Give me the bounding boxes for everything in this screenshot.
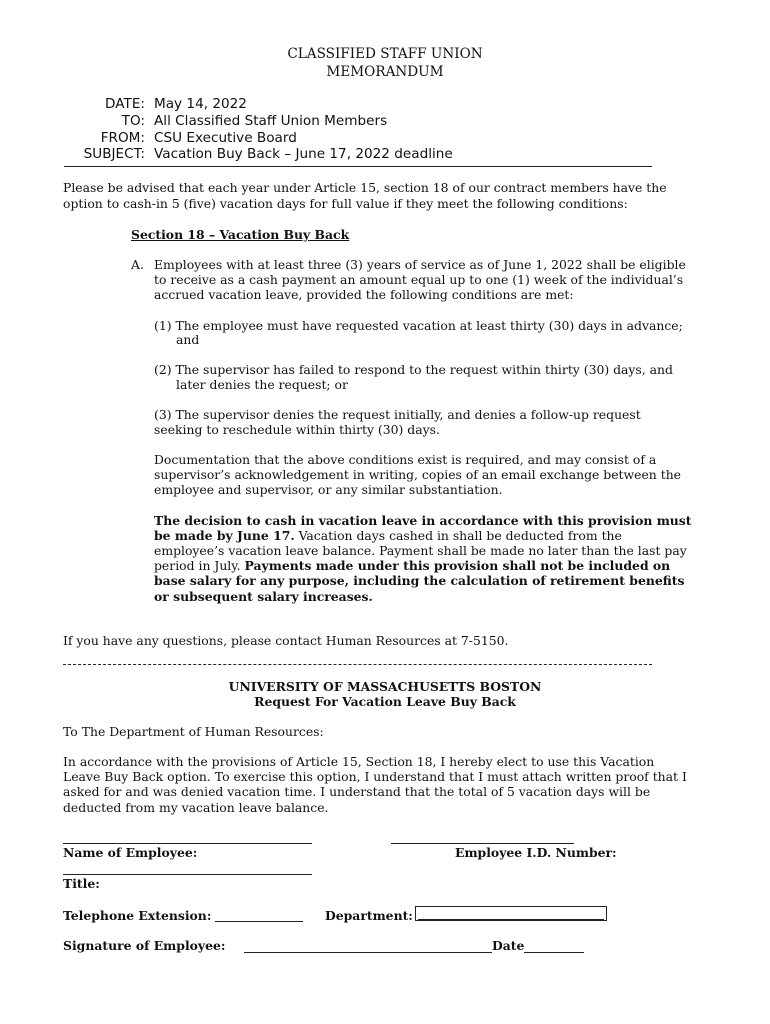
decision-line-4-bold: Payments made under this provision shall not be included on: [244, 558, 671, 573]
signature-field-line[interactable]: [244, 952, 492, 953]
form-body-line-3: asked for and was denied vacation time. I understand that the total of 5 vacation days will be: [63, 784, 651, 799]
decision-line-6: or subsequent salary increases.: [154, 589, 373, 604]
name-label: Name of Employee:: [63, 845, 198, 860]
condition-1-line-2: and: [176, 332, 200, 347]
decision-line-4-rest: period in July.: [154, 558, 245, 573]
condition-3-line-2: seeking to reschedule within thirty (30) days.: [154, 422, 440, 437]
subject-label: SUBJECT:: [83, 146, 145, 162]
employee-id-field-line[interactable]: [391, 843, 574, 844]
department-field[interactable]: [415, 906, 607, 921]
documentation-line-1: Documentation that the above conditions exist is required, and may consist of a: [154, 452, 657, 467]
telephone-label: Telephone Extension:: [63, 908, 212, 923]
documentation-line-3: employee and supervisor, or any similar substantiation.: [154, 482, 503, 497]
item-a-line-1: Employees with at least three (3) years of service as of June 1, 2022 shall be eligible: [154, 257, 686, 272]
name-field-line[interactable]: [63, 843, 312, 844]
date-field-line[interactable]: [524, 952, 584, 953]
memo-org: CLASSIFIED STAFF UNION: [287, 46, 483, 62]
decision-deadline: be made by June 17.: [154, 528, 295, 543]
to-value: All Classified Staff Union Members: [154, 113, 388, 129]
telephone-field-line[interactable]: [215, 921, 303, 922]
title-label: Title:: [63, 876, 100, 891]
cut-line: [63, 664, 652, 665]
date-value: May 14, 2022: [154, 96, 247, 112]
form-title: Request For Vacation Leave Buy Back: [254, 694, 516, 709]
title-field-line[interactable]: [63, 874, 312, 875]
form-body-line-4: deducted from my vacation leave balance.: [63, 800, 329, 815]
decision-line-4: [154, 558, 670, 573]
condition-2-line-1: (2) The supervisor has failed to respond to the request within thirty (30) days, and: [154, 362, 673, 377]
form-body-line-2: Leave Buy Back option. To exercise this option, I understand that I must attach written proof that I: [63, 769, 687, 784]
documentation-line-2: supervisor’s acknowledgement in writing, copies of an email exchange between the: [154, 467, 682, 482]
from-value: CSU Executive Board: [154, 130, 297, 146]
date-label-form: Date: [492, 938, 525, 953]
item-a-line-3: accrued vacation leave, provided the following conditions are met:: [154, 287, 574, 302]
subject-value: Vacation Buy Back – June 17, 2022 deadline: [154, 146, 453, 162]
form-salutation: To The Department of Human Resources:: [63, 724, 324, 739]
decision-line-5: base salary for any purpose, including the calculation of retirement benefits: [154, 573, 685, 588]
decision-line-1: The decision to cash in vacation leave in accordance with this provision must: [154, 513, 692, 528]
signature-label: Signature of Employee:: [63, 938, 226, 953]
condition-1-line-1: (1) The employee must have requested vacation at least thirty (30) days in advance;: [154, 318, 683, 333]
item-a-line-2: to receive as a cash payment an amount equal up to one (1) week of the individual’s: [154, 272, 684, 287]
intro-line-2: option to cash-in 5 (five) vacation days for full value if they meet the following conditions:: [63, 196, 628, 211]
employee-id-label: Employee I.D. Number:: [455, 845, 617, 860]
to-label: TO:: [121, 113, 145, 129]
department-label: Department:: [325, 908, 413, 923]
decision-line-2: [154, 528, 622, 543]
from-label: FROM:: [100, 130, 145, 146]
decision-line-2-rest: Vacation days cashed in shall be deducted from the: [294, 528, 622, 543]
item-a-marker: A.: [131, 257, 144, 272]
form-org: UNIVERSITY OF MASSACHUSETTS BOSTON: [228, 679, 542, 694]
header-divider: [64, 166, 652, 167]
department-field-underline: [418, 919, 604, 920]
memo-doc-type: MEMORANDUM: [326, 64, 444, 80]
decision-line-3: employee’s vacation leave balance. Payment shall be made no later than the last pay: [154, 543, 687, 558]
intro-line-1: Please be advised that each year under Article 15, section 18 of our contract members have the: [63, 180, 667, 195]
form-body-line-1: In accordance with the provisions of Article 15, Section 18, I hereby elect to use this Vacation: [63, 754, 655, 769]
contact-line: If you have any questions, please contact Human Resources at 7-5150.: [63, 633, 509, 648]
date-label: DATE:: [105, 96, 145, 112]
condition-2-line-2: later denies the request; or: [176, 377, 348, 392]
condition-3-line-1: (3) The supervisor denies the request initially, and denies a follow-up request: [154, 407, 641, 422]
section-title: Section 18 – Vacation Buy Back: [131, 227, 350, 242]
